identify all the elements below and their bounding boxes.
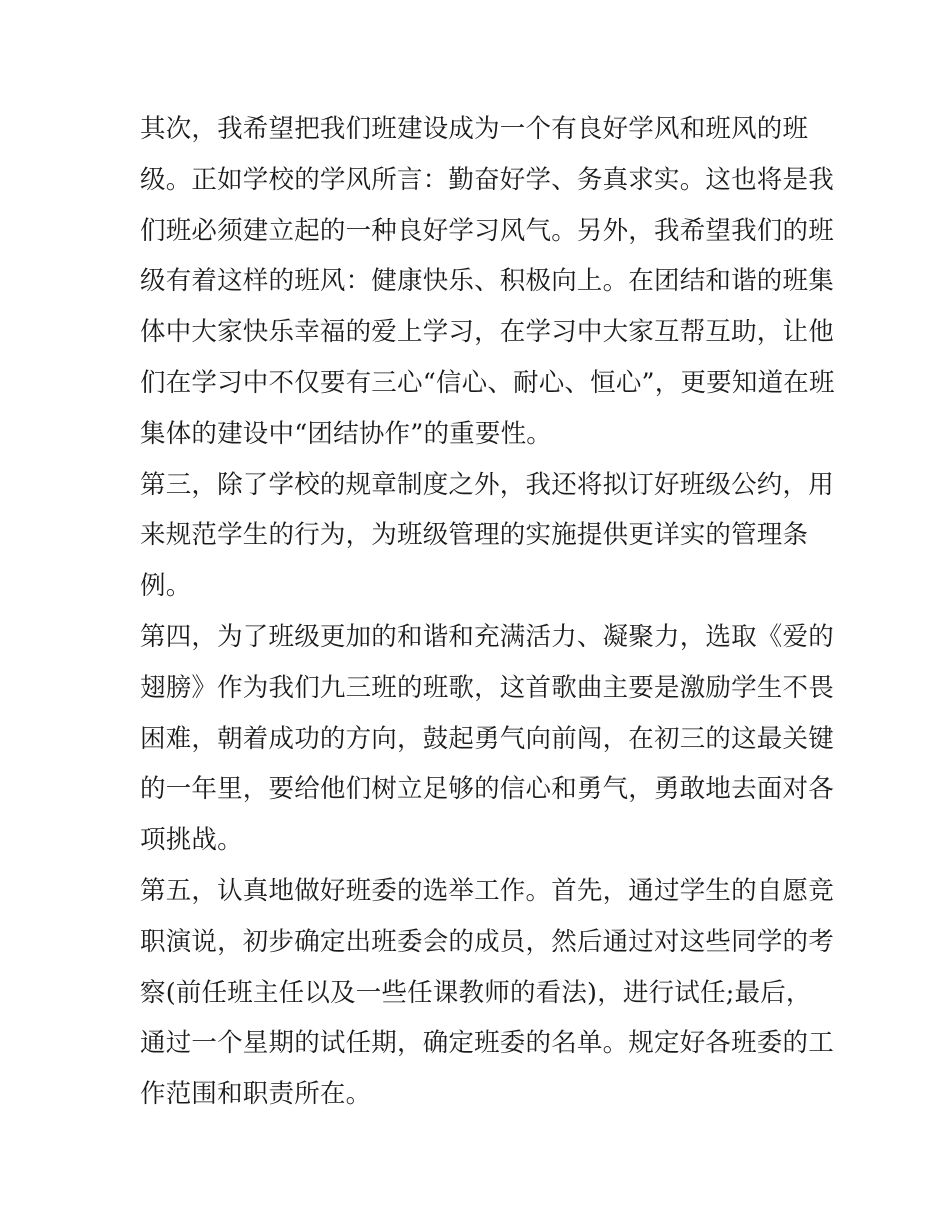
text-line: 第四，为了班级更加的和谐和充满活力、凝聚力，选取《爱的 xyxy=(140,621,834,652)
text-line: 集体的建设中“团结协作”的重要性。 xyxy=(140,418,552,449)
text-line: 项挑战。 xyxy=(140,825,243,856)
text-line: 级有着这样的班风：健康快乐、积极向上。在团结和谐的班集 xyxy=(140,266,834,297)
text-line: 第五，认真地做好班委的选举工作。首先，通过学生的自愿竞 xyxy=(140,875,834,906)
text-line: 体中大家快乐幸福的爱上学习，在学习中大家互帮互助，让他 xyxy=(140,317,834,348)
text-line: 作范围和职责所在。 xyxy=(140,1079,372,1110)
text-line: 察(前任班主任以及一些任课教师的看法)，进行试任;最后， xyxy=(140,977,812,1008)
text-line: 来规范学生的行为，为班级管理的实施提供更详实的管理条 xyxy=(140,520,809,551)
text-line: 级。正如学校的学风所言：勤奋好学、务真求实。这也将是我 xyxy=(140,164,834,195)
text-line: 其次，我希望把我们班建设成为一个有良好学风和班风的班 xyxy=(140,114,809,144)
text-line: 第三，除了学校的规章制度之外，我还将拟订好班级公约，用 xyxy=(140,469,834,500)
text-line: 通过一个星期的试任期，确定班委的名单。规定好各班委的工 xyxy=(140,1028,834,1059)
text-line: 例。 xyxy=(140,571,192,602)
text-line: 困难，朝着成功的方向，鼓起勇气向前闯，在初三的这最关键 xyxy=(140,723,834,754)
text-line: 职演说，初步确定出班委会的成员，然后通过对这些同学的考 xyxy=(140,926,834,957)
text-line: 翅膀》作为我们九三班的班歌，这首歌曲主要是激励学生不畏 xyxy=(140,672,834,703)
text-line: 的一年里，要给他们树立足够的信心和勇气，勇敢地去面对各 xyxy=(140,774,834,805)
document-body xyxy=(140,104,835,1120)
text-line: 们在学习中不仅要有三心“信心、耐心、恒心”，更要知道在班 xyxy=(140,367,835,398)
text-line: 们班必须建立起的一种良好学习风气。另外，我希望我们的班 xyxy=(140,215,834,246)
